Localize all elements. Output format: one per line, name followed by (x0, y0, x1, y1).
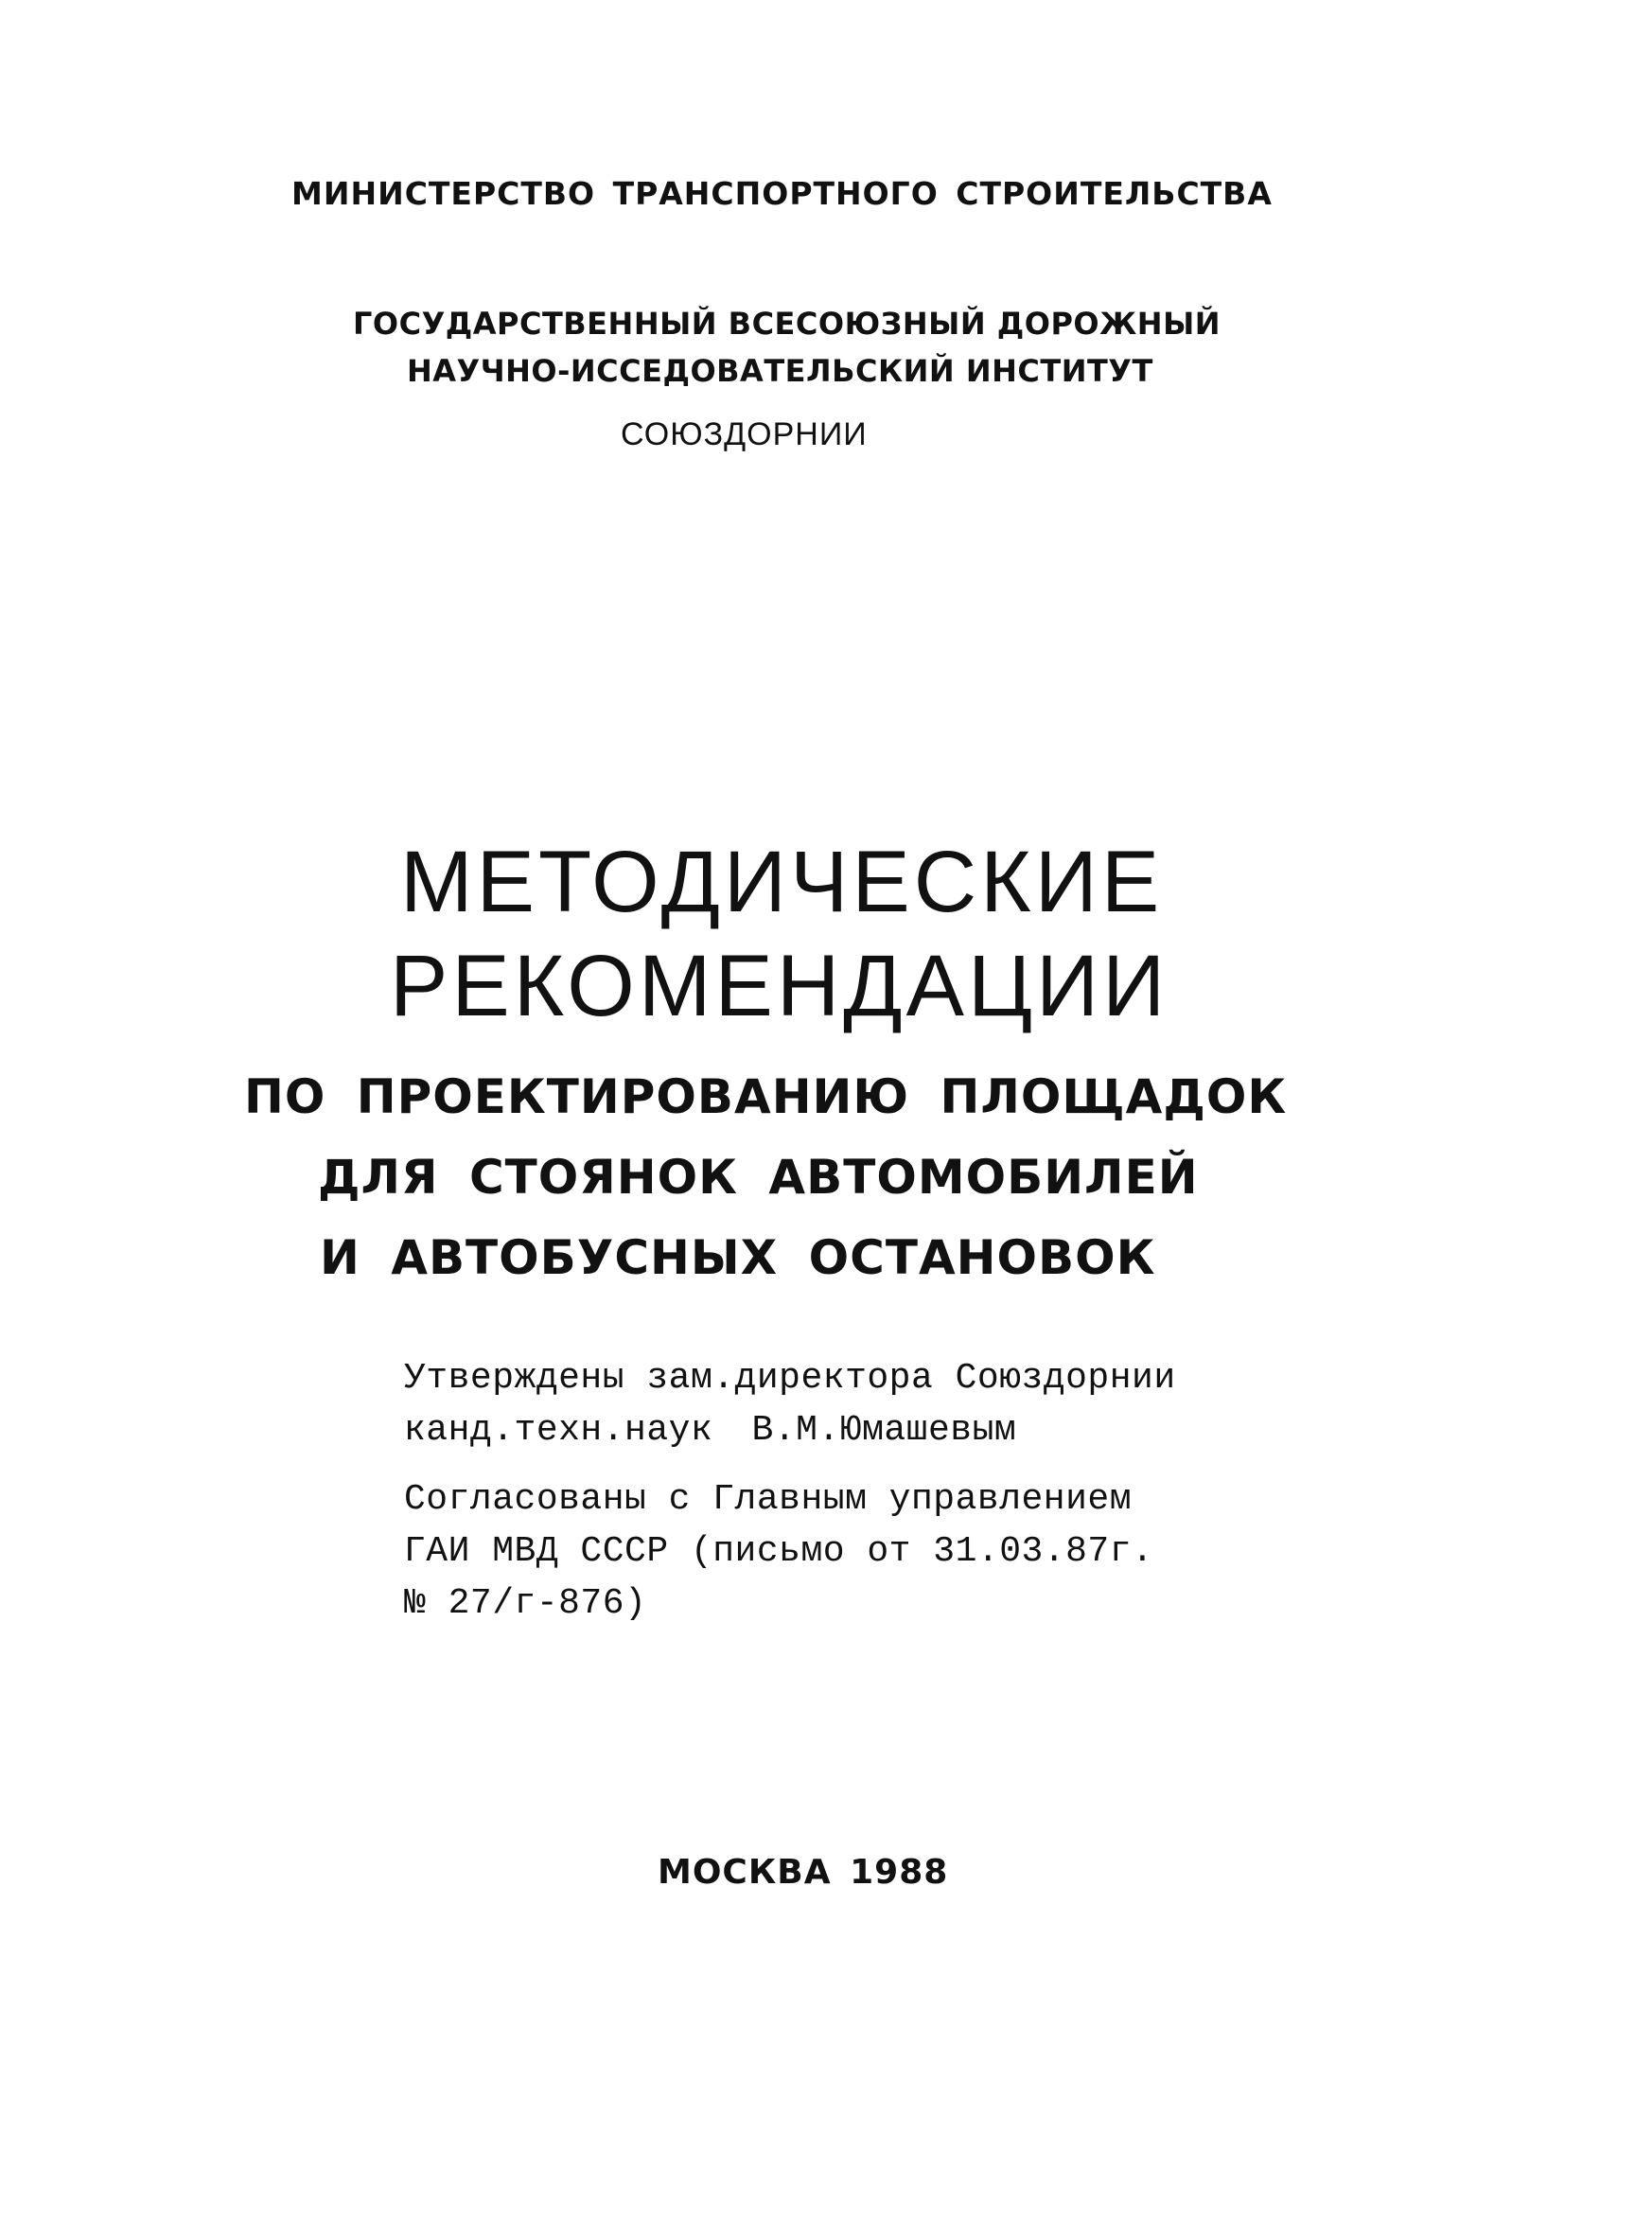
agreement-note-line-1: Согласованы с Главным управлением (404, 1479, 1133, 1520)
institute-abbreviation: СОЮЗДОРНИИ (621, 416, 868, 452)
document-subtitle-line-3: И АВТОБУСНЫХ ОСТАНОВОК (320, 1230, 1156, 1285)
document-subtitle-line-2: ДЛЯ СТОЯНОК АВТОМОБИЛЕЙ (318, 1150, 1199, 1205)
agreement-note-line-3: № 27/г-876) (404, 1583, 647, 1624)
ministry-name: МИНИСТЕРСТВО ТРАНСПОРТНОГО СТРОИТЕЛЬСТВА (291, 175, 1273, 212)
agreement-note-line-2: ГАИ МВД СССР (письмо от 31.03.87г. (404, 1531, 1154, 1572)
document-title-line-2: РЕКОМЕНДАЦИИ (390, 938, 1169, 1034)
institute-name-line-2: НАУЧНО-ИССЕДОВАТЕЛЬСКИЙ ИНСТИТУТ (407, 353, 1153, 389)
approval-note-line-2: канд.техн.наук В.М.Юмашевым (404, 1410, 1017, 1451)
document-title-line-1: МЕТОДИЧЕСКИЕ (400, 834, 1164, 930)
imprint-city-year: МОСКВА 1988 (658, 1853, 949, 1892)
approval-note-line-1: Утверждены зам.директора Союздорнии (404, 1358, 1176, 1399)
document-subtitle-line-1: ПО ПРОЕКТИРОВАНИЮ ПЛОЩАДОК (244, 1069, 1288, 1124)
institute-name-line-1: ГОСУДАРСТВЕННЫЙ ВСЕСОЮЗНЫЙ ДОРОЖНЫЙ (353, 306, 1221, 342)
